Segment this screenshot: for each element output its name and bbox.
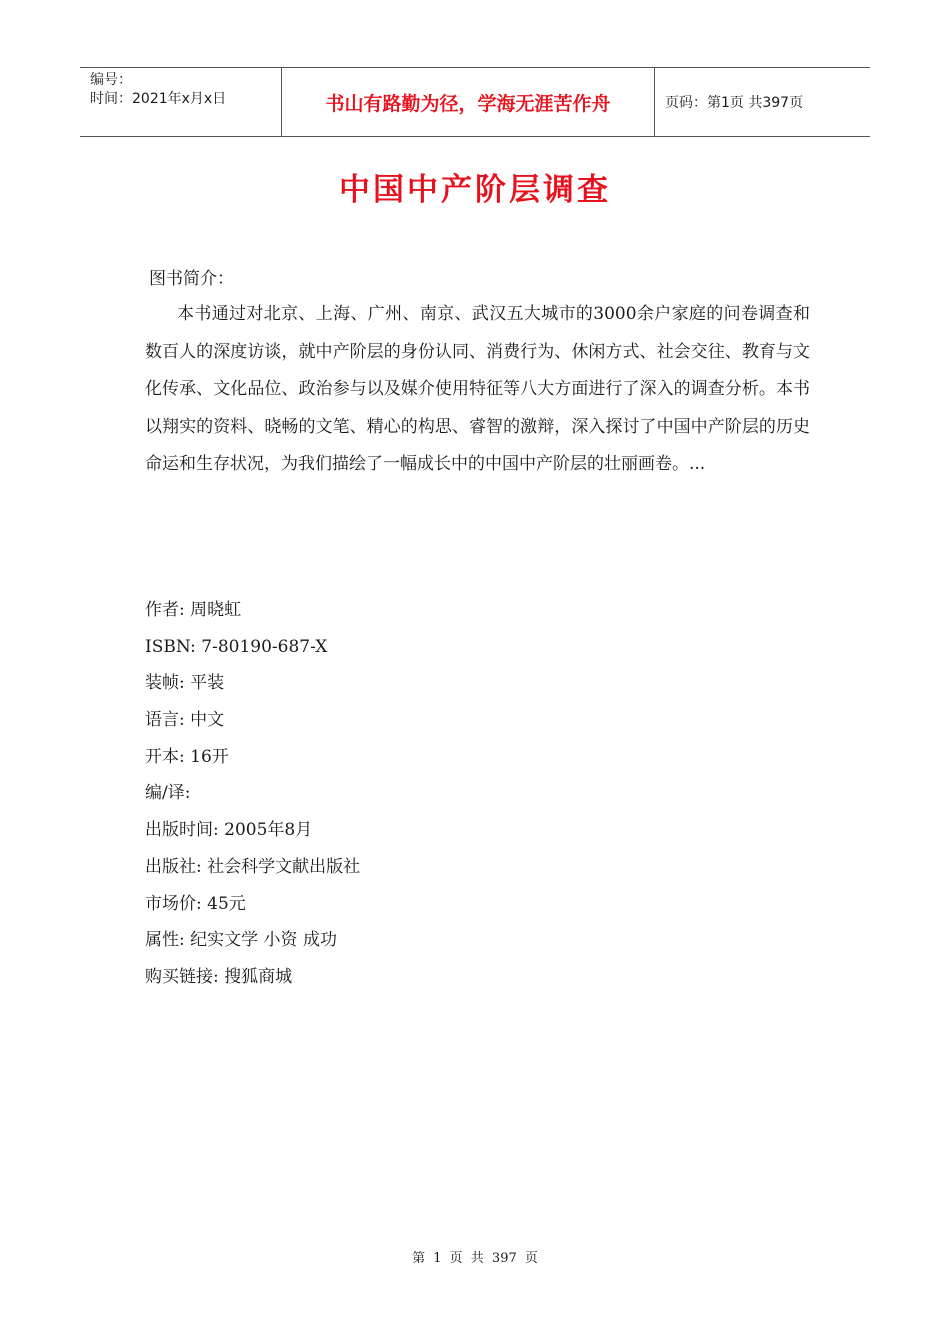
meta-language: 语言: 中文 [145,710,225,731]
document-title: 中国中产阶层调查 [339,172,611,208]
header-info-cell [80,68,281,136]
meta-isbn: ISBN: 7-80190-687-X [145,636,328,657]
meta-publisher: 出版社: 社会科学文献出版社 [145,856,361,877]
meta-purchase-link: 购买链接: 搜狐商城 [145,966,293,987]
intro-paragraph: 本书通过对北京、上海、广州、南京、武汉五大城市的3000余户家庭的问卷调查和数百人的深度访谈，就中产阶层的身份认同、消费行为、休闲方式、社会交往、教育与文化传承、文化品位、政治参与以及媒介使用特征等八大方面进行了深入的调查分析。本书以翔实的资料、晓畅的文笔、精心的构思、睿智的激辩，深入探讨了中国中产阶层的历史命运和生存状况，为我们描绘了一幅成长中的中国中产阶层的壮丽画卷。... [145,304,810,475]
meta-binding: 装帧: 平装 [145,673,225,694]
meta-author: 作者: 周晓虹 [145,600,242,620]
intro-label: 图书简介： [149,269,234,289]
time-label: 时间：2021年x月x日 [90,91,227,107]
meta-publish-date: 出版时间: 2005年8月 [145,820,313,841]
page-info: 页码：第1页 共397页 [665,95,804,111]
header-page-cell [655,68,870,136]
document-header [80,67,870,137]
footer-page-number: 第 1 页 共 397 页 [412,1251,538,1266]
meta-attributes: 属性: 纪实文学 小资 成功 [145,930,337,951]
meta-price: 市场价: 45元 [145,893,246,914]
number-label: 编号： [90,72,132,88]
book-metadata-list [145,592,360,996]
header-motto-cell [281,68,655,136]
motto-text: 书山有路勤为径，学海无涯苦作舟 [325,92,611,115]
meta-editor: 编/译: [145,783,191,804]
meta-format: 开本: 16开 [145,746,229,767]
